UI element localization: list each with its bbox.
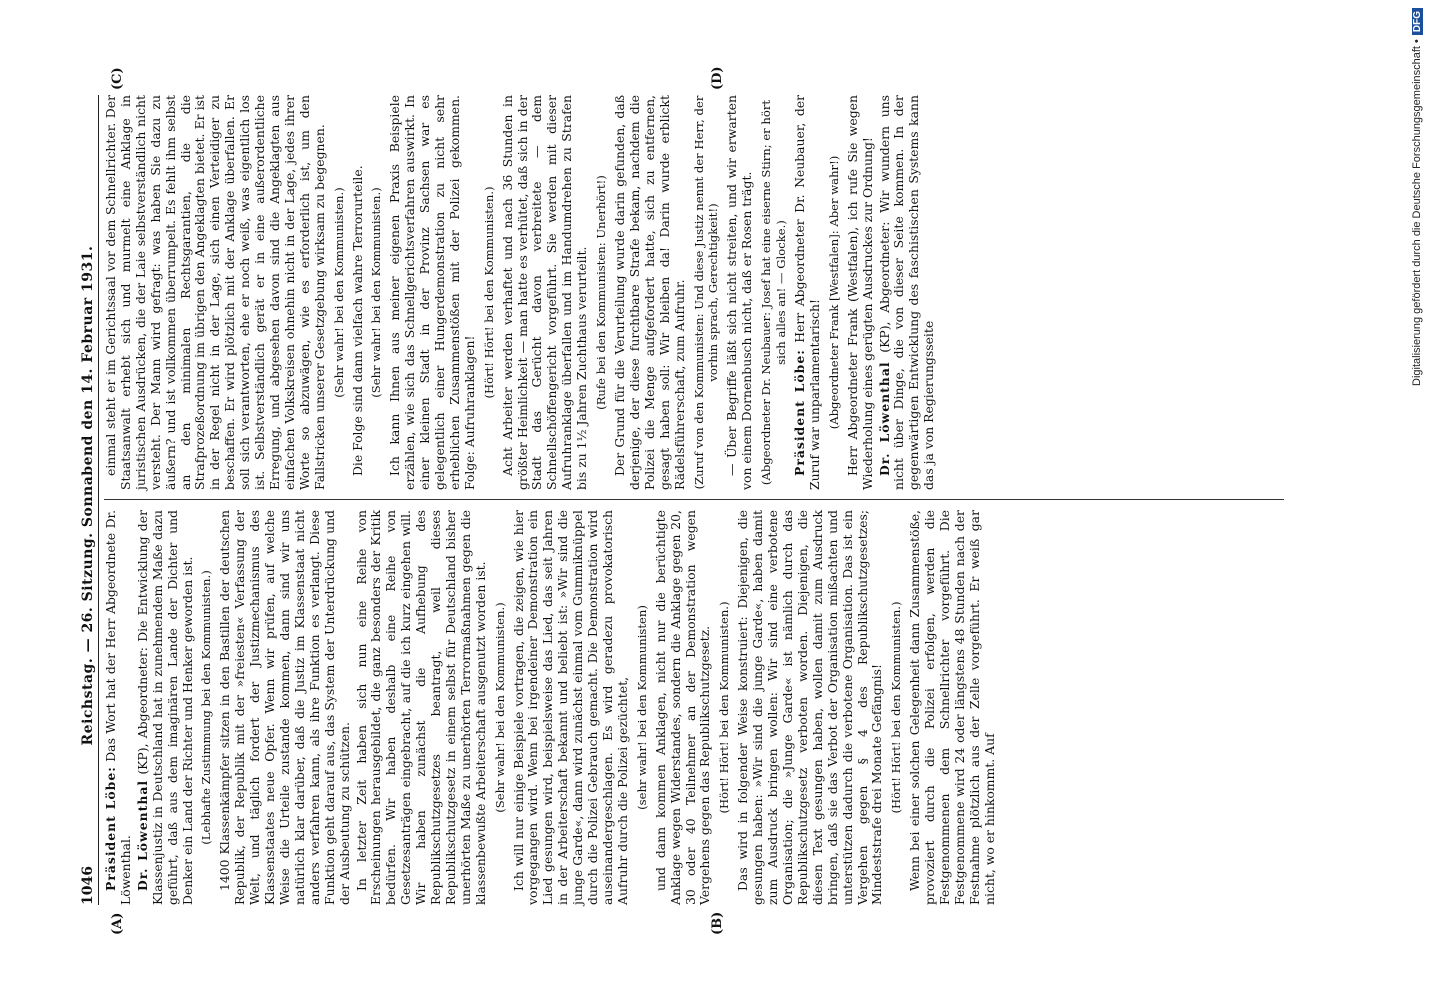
margin-marker-c: (C) xyxy=(110,67,125,90)
paragraph xyxy=(104,95,328,490)
paragraph-text: Das wird in folgender Weise konstruiert: Diejenigen, die gesungen haben: »Wir sind die junge Garde«, haben damit zum Ausdruck bringen wollen: Wir sind eine verbotene Organisation; die »Junge Garde« ist nämlich durch das Republikschutzgesetz verboten worden. Diejenigen, die diesen Text gesungen haben, wollen damit zum Ausdruck bringen, daß sie das Verbot der Organisation mißachten und unterstützen dadurch die verbotene Organisation. Das ist ein Vergehen gegen § 4 des Republikschutzgesetzes; Mindeststrafe drei Monate Gefängnis! xyxy=(735,510,885,905)
interjection xyxy=(692,95,722,490)
paragraph xyxy=(725,95,755,490)
dfg-logo: DFG xyxy=(1412,8,1423,35)
paragraph-text: Acht Arbeiter werden verhaftet und nach 36 Stunden in größter Heimlichkeit — man hatte es verhütet, daß sich in der Stadt das Gerücht davon verbreitete — dem Schnellschöffengericht vorgeführt. Sie werden mit dieser Aufruhranklage überfallen und im Handumdrehen zu Strafen bis zu 1½ Jahren Zuchthaus verurteilt. xyxy=(499,95,590,490)
interjection xyxy=(332,95,347,490)
interjection xyxy=(635,510,650,905)
paragraph xyxy=(501,95,590,490)
speaker-name: Präsident Löbe: xyxy=(103,766,118,891)
paragraph-text: (KP), Abgeordneter: Wir wundern uns nicht über Dinge, die von dieser Seite kommen. In der gegenwärtigen Entwicklung des faschistischen Systems kann das ja von Regierungsseite xyxy=(876,94,937,490)
interjection xyxy=(717,510,732,905)
interjection xyxy=(889,510,904,905)
paragraph-text: (Sehr wahr! bei den Kommunisten.) xyxy=(369,187,384,398)
margin-marker-d: (D) xyxy=(710,66,725,90)
page-header xyxy=(70,95,99,905)
paragraph-text: (Sehr wahr! bei den Kommunisten.) xyxy=(331,187,346,398)
paragraph-text: (Lebhafte Zustimmung bei den Kommunisten.) xyxy=(199,570,214,845)
speaker-name: Dr. Löwenthal xyxy=(876,361,892,476)
page-number: 1046 xyxy=(80,866,96,905)
paragraph xyxy=(104,510,134,905)
paragraph-text: (Abgeordneter Frank [Westfalen]: Aber wahr!) xyxy=(826,155,841,430)
paragraph-text: 1400 Klassenkämpfer sitzen in den Bastillen der deutschen Republik, der Republik mit der »freiesten« Verfassung der Welt, und täglich fordert der Justizmechanismus des Klassenstaates neue Opfer. Wenn wir prüfen, auf welche Weise die Urteile zustande kommen, dann sind wir uns natürlich klar darüber, daß die Justiz im Klassenstaat nicht anders verfahren kann, als ihre Funktion es verlangt. Diese Funktion geht darauf aus, das System der Unterdrückung und der Ausbeutung zu schützen. xyxy=(217,510,352,905)
paragraph-text: und dann kommen Anklagen, nicht nur die berüchtigte Anklage wegen Widerstandes, sondern die Anklage gegen 20, 30 oder 40 Teilnehmer an der Demonstration wegen Vergehens gegen das Republikschutzgesetz. xyxy=(652,510,713,905)
paragraph xyxy=(512,510,631,905)
paragraph xyxy=(136,510,196,905)
interjection xyxy=(493,510,508,905)
paragraph xyxy=(351,95,366,490)
paragraph-text: Das Wort hat der Herr Abgeordnete Dr. Löwenthal. xyxy=(103,509,133,905)
interjection xyxy=(369,95,384,490)
paragraph-text: einmal steht er im Gerichtssaal vor dem Schnellrichter. Der Staatsanwalt erhebt sich und murmelt eine Anklage in juristischen Ausdrücken, die der Laie selbstverständlich nicht versteht. Der Mann wird gefragt: was haben Sie dazu zu äußern? und ist vollkommen überrumpelt. Es fehlt ihm selbst an den minimalen Rechtsgarantien, die die Strafprozeßordnung im übrigen den Angeklagten bietet. Er ist in der Regel nicht in der Lage, sich einen Verteidiger zu beschaffen. Er wird plötzlich mit der Anklage überfallen. Er soll sich verantworten, ehe er noch weiß, was eigentlich los ist. Selbstverständlich gerät er in eine außerordentliche Erregung, und abgesehen davon sind die Angeklagten aus einfachen Volkskreisen ohnehin nicht in der Lage, jedes ihrer Worte so abzuwägen, wie es erforderlich ist, um den Fallstricken unserer Gesetzgebung wirksam zu begegnen. xyxy=(103,95,327,490)
interjection xyxy=(827,95,842,490)
paragraph-text: Der Grund für die Verurteilung wurde darin gefunden, daß derjenige, der diese furchtbare Strafe bekam, nachdem die Polizei die Menge aufgefordert hatte, sich zu entfernen, gesagt haben soll: Wir bleiben da! Darin wurde erblickt Rädelsführerschaft, zum Aufruhr. xyxy=(612,95,687,490)
paragraph-text: Ich will nur einige Beispiele vortragen, die zeigen, wie hier vorgegangen wird. Wenn bei irgendeiner Demonstration ein Lied gesungen wird, beispielsweise das Lied, das seit Jahren in der Arbeiterschaft bekannt und beliebt ist: »Wir sind die junge Garde«, dann wird zunächst einmal vom Gummiknüppel durch die Polizei Gebrauch gemacht. Die Demonstration wird auseinandergeschlagen. Es wird geradezu provokatorisch Aufruhr durch die Polizei gezüchtet, xyxy=(510,510,630,905)
interjection xyxy=(594,95,609,490)
paragraph-text: (Abgeordneter Dr. Neubauer: Josef hat eine eiserne Stirn; er hört sich alles an! — Glocke.) xyxy=(759,99,789,486)
paragraph-text: (Zuruf von den Kommunisten: Und diese Justiz nennt der Herr, der vorhin sprach, Gerechtigkeit!) xyxy=(691,95,721,490)
margin-marker-b: (B) xyxy=(710,911,725,935)
margin-marker-a: (A) xyxy=(110,912,125,935)
page-inner xyxy=(70,66,1300,935)
paragraph-text: In letzter Zeit haben sich nun eine Reihe von Erscheinungen herausgebildet, die ganz besonders der Kritik bedürfen. Wir haben deshalb eine Reihe von Gesetzesanträgen eingebracht, auf die ich kurz eingehen will. Wir haben zunächst die Aufhebung des Republikschutzgesetzes beantragt, weil dieses Republikschutzgesetz in einem selbst für Deutschland bisher unerhörten Maße zu unerhörten Terrormaßnahmen gegen die klassenbewußte Arbeiterschaft ausgenutzt worden ist. xyxy=(353,510,488,905)
paragraph-text: (Hört! Hört! bei den Kommunisten.) xyxy=(889,601,904,814)
paragraph-text: (Rufe bei den Kommunisten: Unerhört!) xyxy=(594,175,609,410)
speaker-name: Dr. Löwenthal xyxy=(134,779,150,891)
right-column xyxy=(104,95,1284,490)
paragraph-text: (Hört! Hört! bei den Kommunisten.) xyxy=(717,601,732,814)
interjection xyxy=(759,95,789,490)
paragraph xyxy=(654,510,714,905)
paragraph xyxy=(793,95,823,490)
rotated-page-content xyxy=(70,66,1300,935)
interjection xyxy=(199,510,214,905)
paragraph xyxy=(613,95,688,490)
running-title: Reichstag. — 26. Sitzung. Sonnabend den 14. Februar 1931. xyxy=(80,245,96,746)
paragraph-text: Herr Abgeordneter Frank (Westfalen), ich rufe Sie wegen Wiederholung eines gerügten Ausdruckes zur Ordnung! xyxy=(844,95,875,490)
paragraph-text: Wenn bei einer solchen Gelegenheit dann Zusammenstöße, provoziert durch die Polizei erfolgen, werden die Festgenommenen dem Schnellrichter vorgeführt. Die Festgenommene wird 24 oder längstens 48 Stunden nach der Festnahme plötzlich aus der Zelle vorgeführt. Er weiß gar nicht, wo er hinkommt. Auf xyxy=(907,510,997,905)
paragraph xyxy=(736,510,885,905)
paragraph-text: — Über Begriffe läßt sich nicht streiten, und wir erwarten von einem Dornenbusch nicht, daß er Rosen trägt. xyxy=(724,95,755,490)
paragraph xyxy=(878,95,938,490)
paragraph xyxy=(388,95,477,490)
paragraph xyxy=(846,95,876,490)
paragraph xyxy=(908,510,997,905)
digitization-stamp xyxy=(1406,8,1428,568)
paragraph xyxy=(218,510,352,905)
paragraph-text: (Sehr wahr! bei den Kommunisten.) xyxy=(492,602,507,813)
paragraph-text: (sehr wahr! bei den Kommunisten) xyxy=(634,605,649,810)
interjection xyxy=(482,95,497,490)
paragraph-text: Herr Abgeordneter Dr. Neubauer, der Zuruf war unparlamentarisch! xyxy=(791,94,822,490)
paragraph-text: (Hört! Hört! bei den Kommunisten.) xyxy=(481,186,496,399)
speaker-name: Präsident Löbe: xyxy=(791,349,807,476)
column-divider xyxy=(104,499,1284,500)
paragraph-text: Ich kann Ihnen aus meiner eigenen Praxis Beispiele erzählen, wie sich das Schnellgerichtsverfahren auswirkt. In einer kleinen Stadt in der Provinz Sachsen war es gelegentlich einer Hungerdemonstration zu nicht sehr erheblichen Zusammenstößen mit der Polizei gekommen. Folge: Aufruhranklagen! xyxy=(387,95,477,490)
paragraph xyxy=(355,510,489,905)
stamp-text: Digitalisierung gefördert durch die Deutsche Forschungsgemeinschaft • xyxy=(1411,39,1423,386)
left-column xyxy=(104,510,1284,905)
paragraph-text: (KP), Abgeordneter: Die Entwicklung der Klassenjustiz in Deutschland hat in zunehmendem Maße dazu geführt, daß aus dem imaginären Lande der Dichter und Denker ein Land der Richter und Henker geworden ist. xyxy=(134,510,195,905)
paragraph-text: Die Folge sind dann vielfach wahre Terrorurteile. xyxy=(349,165,365,476)
